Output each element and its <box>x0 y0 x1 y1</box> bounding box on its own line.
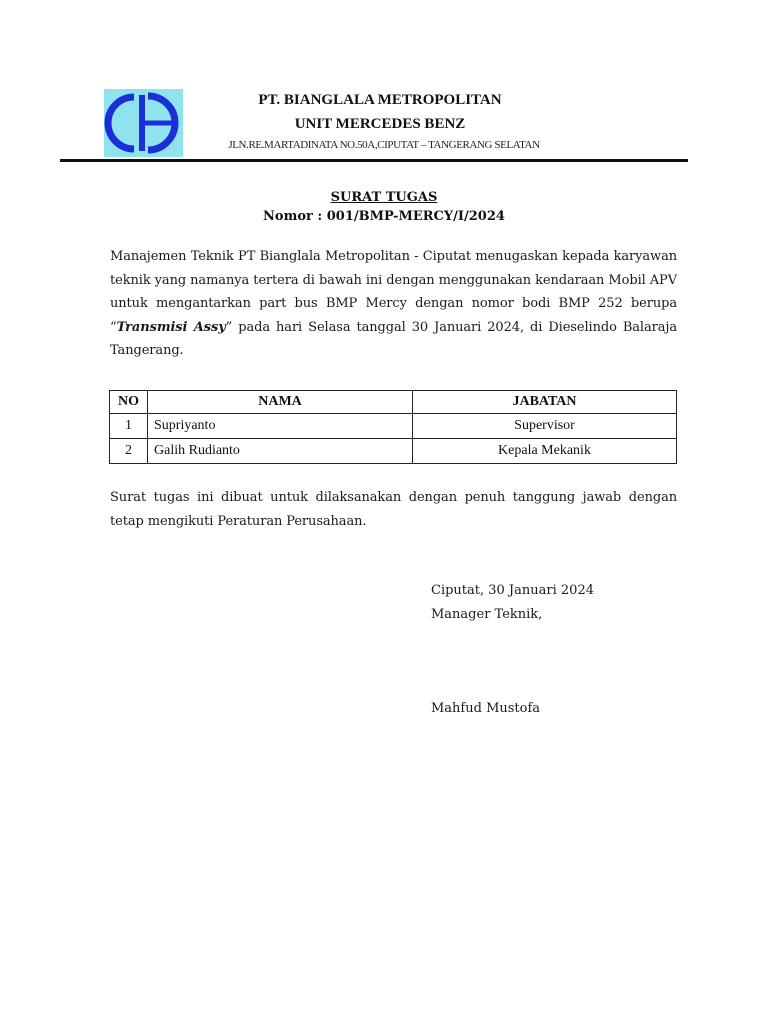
table-header-row <box>110 391 677 414</box>
company-header <box>190 90 570 134</box>
part-name-emphasis: Transmisi Assy <box>116 319 226 335</box>
row-position: Kepala Mekanik <box>413 439 677 464</box>
company-unit: UNIT MERCEDES BENZ <box>294 116 466 132</box>
header-nama: NAMA <box>148 391 413 414</box>
document-title <box>0 190 768 226</box>
signature-name: Mahfud Mustofa <box>431 701 541 716</box>
closing-paragraph: Surat tugas ini dibuat untuk dilaksanakan dengan penuh tanggung jawab dengan tetap mengikuti Peraturan Perusahaan. <box>110 490 677 529</box>
paragraph-text-start: Manajemen Teknik PT Bianglala Metropolitan - Ciputat menugaskan kepada karyawan teknik yang namanya tertera di bawah ini dengan menggunakan kendaraan Mobil APV untuk mengantarkan part bus BMP Mercy dengan nomor bodi BMP 252 berupa “ <box>110 249 677 335</box>
company-address: JLN.RE.MARTADINATA NO.50A,CIPUTAT – TANGERANG SELATAN <box>228 139 540 151</box>
header-no: NO <box>110 391 148 414</box>
header-jabatan: JABATAN <box>413 391 677 414</box>
company-logo <box>104 89 183 157</box>
signature-place-date: Ciputat, 30 Januari 2024 <box>431 583 594 598</box>
row-name: Galih Rudianto <box>148 439 413 464</box>
table-row <box>110 414 677 439</box>
title-heading: SURAT TUGAS <box>330 190 438 205</box>
row-name: Supriyanto <box>148 414 413 439</box>
document-number: Nomor : 001/BMP-MERCY/I/2024 <box>263 209 505 224</box>
paragraph-text-end: ” pada hari Selasa tanggal 30 Januari 2024, di Dieselindo Balaraja Tangerang. <box>110 319 677 358</box>
assignment-paragraph <box>110 245 677 363</box>
header-divider <box>60 159 688 162</box>
row-position: Supervisor <box>413 414 677 439</box>
row-no: 2 <box>110 439 148 464</box>
row-no: 1 <box>110 414 148 439</box>
signature-position: Manager Teknik, <box>431 607 543 622</box>
table-row <box>110 439 677 464</box>
employee-table <box>109 390 677 464</box>
logo-emblem-icon <box>104 89 183 157</box>
company-name: PT. BIANGLALA METROPOLITAN <box>258 92 502 108</box>
